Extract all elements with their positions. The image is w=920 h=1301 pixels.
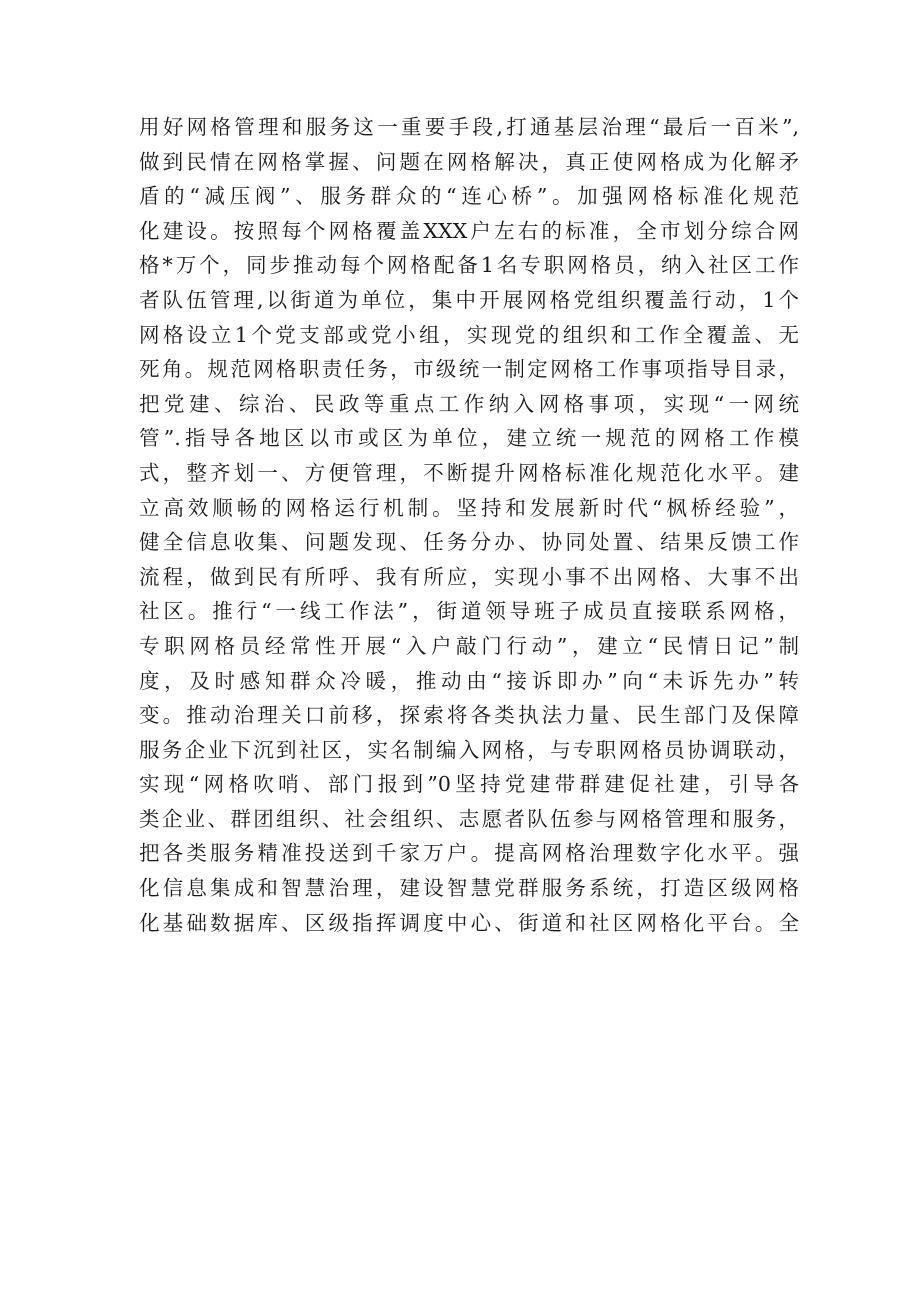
text-line: 盾的“减压阀”、服务群众的“连心桥”。加强网格标准化规范 [139, 184, 799, 209]
text-line: 度，及时感知群众冷暖，推动由“接诉即办”向“未诉先办”转 [139, 668, 799, 693]
text-line: 化基础数据库、区级指挥调度中心、街道和社区网格化平台。全 [139, 910, 799, 935]
text-line: 管”.指导各地区以市或区为单位，建立统一规范的网格工作模 [139, 426, 799, 451]
text-line: 者队伍管理,以街道为单位，集中开展网格党组织覆盖行动，1个 [139, 287, 799, 312]
text-line: 死角。规范网格职责任务，市级统一制定网格工作事项指导目录， [139, 357, 799, 382]
text-line: 类企业、群团组织、社会组织、志愿者队伍参与网格管理和服务， [139, 806, 799, 831]
text-line: 立高效顺畅的网格运行机制。坚持和发展新时代“枫桥经验”， [139, 495, 799, 520]
text-line: 社区。推行“一线工作法”，街道领导班子成员直接联系网格， [139, 599, 799, 624]
text-line: 变。推动治理关口前移，探索将各类执法力量、民生部门及保障 [139, 703, 799, 728]
text-line: 把各类服务精准投送到千家万户。提高网格治理数字化水平。强 [139, 841, 799, 866]
text-line: 流程，做到民有所呼、我有所应，实现小事不出网格、大事不出 [139, 564, 799, 589]
text-line: 做到民情在网格掌握、问题在网格解决，真正使网格成为化解矛 [139, 149, 799, 174]
text-line: 用好网格管理和服务这一重要手段,打通基层治理“最后一百米”, [139, 115, 799, 139]
text-line: 化建设。按照每个网格覆盖XXX户左右的标准，全市划分综合网 [139, 218, 799, 243]
text-line: 格*万个，同步推动每个网格配备1名专职网格员，纳入社区工作 [139, 253, 799, 278]
text-line: 把党建、综治、民政等重点工作纳入网格事项，实现“一网统 [139, 391, 799, 416]
text-line: 网格设立1个党支部或党小组，实现党的组织和工作全覆盖、无 [139, 322, 799, 347]
text-line: 式，整齐划一、方便管理，不断提升网格标准化规范化水平。建 [139, 460, 799, 485]
text-line: 专职网格员经常性开展“入户敲门行动”，建立“民情日记”制 [139, 633, 799, 658]
body-paragraph [139, 110, 799, 940]
text-line: 健全信息收集、问题发现、任务分办、协同处置、结果反馈工作 [139, 530, 799, 555]
text-line: 化信息集成和智慧治理，建设智慧党群服务系统，打造区级网格 [139, 876, 799, 901]
text-line: 服务企业下沉到社区，实名制编入网格，与专职网格员协调联动， [139, 737, 799, 762]
text-line: 实现“网格吹哨、部门报到”0坚持党建带群建促社建，引导各 [139, 772, 799, 797]
